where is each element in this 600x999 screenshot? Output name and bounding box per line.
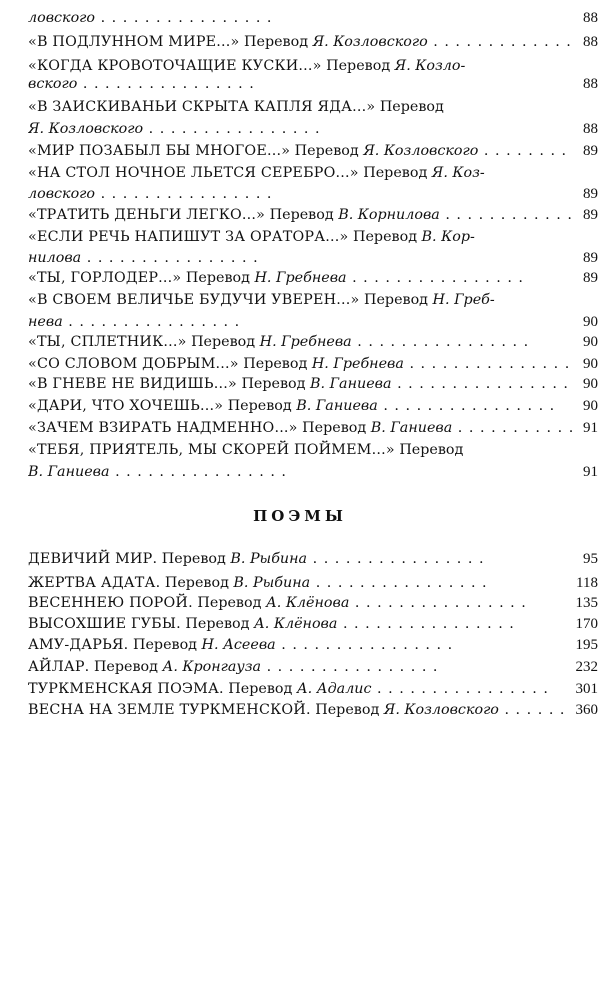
page-number: 135 — [575, 595, 598, 611]
entry-title: ВЕСНА НА ЗЕМЛЕ ТУРКМЕНСКОЙ. — [28, 702, 311, 718]
translator-label: Перевод — [297, 420, 371, 436]
entry-text — [28, 700, 565, 720]
translator-label: Перевод — [375, 99, 444, 115]
translator-label: Перевод — [236, 376, 310, 392]
entry-text — [28, 163, 485, 183]
entry-text — [28, 97, 444, 117]
translator-label: Перевод — [239, 34, 313, 50]
entry-text — [28, 418, 573, 438]
translator-name: Я. Козловского — [383, 702, 499, 718]
page-number: 118 — [576, 575, 598, 591]
translator-label: Перевод — [265, 207, 339, 223]
entry-title: нева — [28, 314, 63, 330]
toc-entry — [28, 163, 598, 183]
page-number: 90 — [583, 334, 598, 350]
translator-name: В. Кор- — [421, 229, 475, 245]
translator-name: Я. Козловского — [312, 34, 428, 50]
page-number: 88 — [583, 121, 598, 137]
translator-label: Перевод — [89, 659, 163, 675]
toc-entry — [28, 614, 598, 634]
translator-label: Перевод — [321, 58, 395, 74]
entry-title: «ТЫ, СПЛЕТНИК...» — [28, 334, 187, 350]
entry-title: АМУ-ДАРЬЯ. — [28, 637, 129, 653]
page-number: 88 — [583, 10, 598, 26]
entry-text — [28, 440, 463, 460]
toc-entry — [28, 354, 598, 374]
toc-entry — [28, 440, 598, 460]
page-number: 170 — [575, 616, 598, 632]
entry-text — [28, 32, 573, 52]
entry-text — [28, 268, 524, 288]
page-number: 89 — [583, 250, 598, 266]
translator-name: В. Рыбина — [233, 575, 311, 591]
translator-name: Н. Гребнева — [311, 356, 404, 372]
entry-text — [28, 119, 321, 139]
entry-title: ВЫСОХШИЕ ГУБЫ. — [28, 616, 181, 632]
toc-entry — [28, 184, 598, 204]
entry-title: «КОГДА КРОВОТОЧАЩИЕ КУСКИ...» — [28, 58, 322, 74]
toc-entry — [28, 248, 598, 268]
page-number: 90 — [583, 356, 598, 372]
entry-text — [28, 573, 488, 593]
entry-title: «СО СЛОВОМ ДОБРЫМ...» — [28, 356, 239, 372]
entry-title: «ТЫ, ГОРЛОДЕР...» — [28, 270, 182, 286]
entry-text — [28, 396, 555, 416]
translator-label: Перевод — [186, 334, 260, 350]
translator-name: В. Ганиева — [310, 376, 392, 392]
page-number: 89 — [583, 207, 598, 223]
translator-name: Я. Козловского — [363, 143, 479, 159]
page-number: 90 — [583, 314, 598, 330]
page-number: 195 — [575, 637, 598, 653]
entry-text — [28, 248, 259, 268]
toc-entry — [28, 700, 598, 720]
entry-text — [28, 74, 255, 94]
page-number: 360 — [575, 702, 598, 718]
page-number: 232 — [575, 659, 598, 675]
toc-entry — [28, 205, 598, 225]
translator-name: А. Клёнова — [265, 595, 350, 611]
toc-entry — [28, 418, 598, 438]
entry-title: «ЕСЛИ РЕЧЬ НАПИШУТ ЗА ОРАТОРА...» — [28, 229, 349, 245]
toc-entry — [28, 290, 598, 310]
toc-entry — [28, 32, 598, 52]
translator-label: Перевод — [310, 702, 384, 718]
toc-entry — [28, 119, 598, 139]
translator-label: Перевод — [290, 143, 364, 159]
toc-entry — [28, 268, 598, 288]
translator-name: Н. Асеева — [201, 637, 276, 653]
entry-title: «ТРАТИТЬ ДЕНЬГИ ЛЕГКО...» — [28, 207, 266, 223]
entry-text — [28, 312, 240, 332]
entry-title: «В ЗАИСКИВАНЬИ СКРЫТА КАПЛЯ ЯДА...» — [28, 99, 376, 115]
toc-entry — [28, 8, 598, 28]
translator-name: В. Ганиева — [296, 398, 378, 414]
translator-label: Перевод — [359, 292, 433, 308]
entry-title: ДЕВИЧИЙ МИР. — [28, 551, 158, 567]
entry-title: «ЗАЧЕМ ВЗИРАТЬ НАДМЕННО...» — [28, 420, 298, 436]
translator-label: Перевод — [192, 595, 266, 611]
entry-title: В. Ганиева — [28, 464, 110, 480]
translator-label: Перевод — [223, 681, 297, 697]
section-title: ПОЭМЫ — [253, 507, 347, 525]
page-number: 89 — [583, 186, 598, 202]
entry-title: ТУРКМЕНСКАЯ ПОЭМА. — [28, 681, 224, 697]
entry-title: АЙЛАР. — [28, 659, 90, 675]
entry-title: «ТЕБЯ, ПРИЯТЕЛЬ, МЫ СКОРЕЙ ПОЙМЕМ...» — [28, 442, 395, 458]
page-number: 90 — [583, 398, 598, 414]
toc-entry — [28, 657, 598, 677]
entry-text — [28, 462, 287, 482]
entry-text — [28, 290, 495, 310]
entry-text — [28, 205, 573, 225]
translator-name: А. Клёнова — [253, 616, 338, 632]
translator-label: Перевод — [358, 165, 432, 181]
entry-text — [28, 657, 438, 677]
entry-text — [28, 141, 573, 161]
entry-text — [28, 227, 475, 247]
translator-label: Перевод — [160, 575, 234, 591]
entry-text — [28, 549, 485, 569]
entry-text — [28, 184, 272, 204]
translator-label: Перевод — [348, 229, 422, 245]
toc-entry — [28, 74, 598, 94]
translator-label: Перевод — [157, 551, 231, 567]
page-number: 90 — [583, 376, 598, 392]
entry-title: ЖЕРТВА АДАТА. — [28, 575, 161, 591]
entry-title: «В ГНЕВЕ НЕ ВИДИШЬ...» — [28, 376, 237, 392]
entry-text — [28, 679, 549, 699]
toc-entry — [28, 396, 598, 416]
translator-label: Перевод — [128, 637, 202, 653]
toc-entry — [28, 374, 598, 394]
toc-entry — [28, 679, 598, 699]
translator-label: Перевод — [394, 442, 464, 458]
translator-name: Н. Греб- — [432, 292, 495, 308]
page-number: 91 — [583, 420, 598, 436]
entry-text — [28, 593, 527, 613]
toc-entry — [28, 573, 598, 593]
translator-name: В. Рыбина — [230, 551, 308, 567]
entry-title: «В СВОЕМ ВЕЛИЧЬЕ БУДУЧИ УВЕРЕН...» — [28, 292, 360, 308]
translator-label: Перевод — [238, 356, 312, 372]
toc-entry — [28, 312, 598, 332]
toc-entry — [28, 97, 598, 117]
entry-text — [28, 635, 453, 655]
translator-name: Я. Козло- — [394, 58, 466, 74]
toc-entry — [28, 593, 598, 613]
entry-title: Я. Козловского — [28, 121, 144, 137]
page-number: 88 — [583, 76, 598, 92]
entry-title: «НА СТОЛ НОЧНОЕ ЛЬЕТСЯ СЕРЕБРО...» — [28, 165, 359, 181]
entry-title: вского — [28, 76, 78, 92]
toc-entry — [28, 462, 598, 482]
page-number: 89 — [583, 270, 598, 286]
page-number: 95 — [583, 551, 598, 567]
translator-name: В. Корнилова — [338, 207, 440, 223]
entry-text — [28, 56, 465, 76]
entry-title: ВЕСЕННЕЮ ПОРОЙ. — [28, 595, 193, 611]
toc-entry — [28, 141, 598, 161]
translator-name: Н. Гребнева — [259, 334, 352, 350]
translator-name: А. Кронгауза — [162, 659, 262, 675]
toc-entry — [28, 56, 598, 76]
entry-title: «МИР ПОЗАБЫЛ БЫ МНОГОЕ...» — [28, 143, 291, 159]
toc-entry — [28, 227, 598, 247]
translator-label: Перевод — [180, 616, 254, 632]
entry-title: «ДАРИ, ЧТО ХОЧЕШЬ...» — [28, 398, 224, 414]
translator-label: Перевод — [181, 270, 255, 286]
toc-entry — [28, 332, 598, 352]
page-number: 89 — [583, 143, 598, 159]
entry-title: ловского — [28, 10, 96, 26]
translator-name: Н. Гребнева — [254, 270, 347, 286]
toc-entry — [28, 549, 598, 569]
entry-title: нилова — [28, 250, 82, 266]
entry-text — [28, 332, 529, 352]
page-number: 91 — [583, 464, 598, 480]
translator-label: Перевод — [223, 398, 297, 414]
translator-name: Я. Коз- — [431, 165, 485, 181]
translator-name: А. Адалис — [296, 681, 372, 697]
entry-text — [28, 614, 515, 634]
entry-text — [28, 354, 573, 374]
entry-text — [28, 8, 272, 28]
entry-title: «В ПОДЛУННОМ МИРЕ...» — [28, 34, 240, 50]
toc-entry — [28, 635, 598, 655]
page-number: 301 — [575, 681, 598, 697]
entry-title: ловского — [28, 186, 96, 202]
page-number: 88 — [583, 34, 598, 50]
translator-name: В. Ганиева — [370, 420, 453, 436]
entry-text — [28, 374, 569, 394]
